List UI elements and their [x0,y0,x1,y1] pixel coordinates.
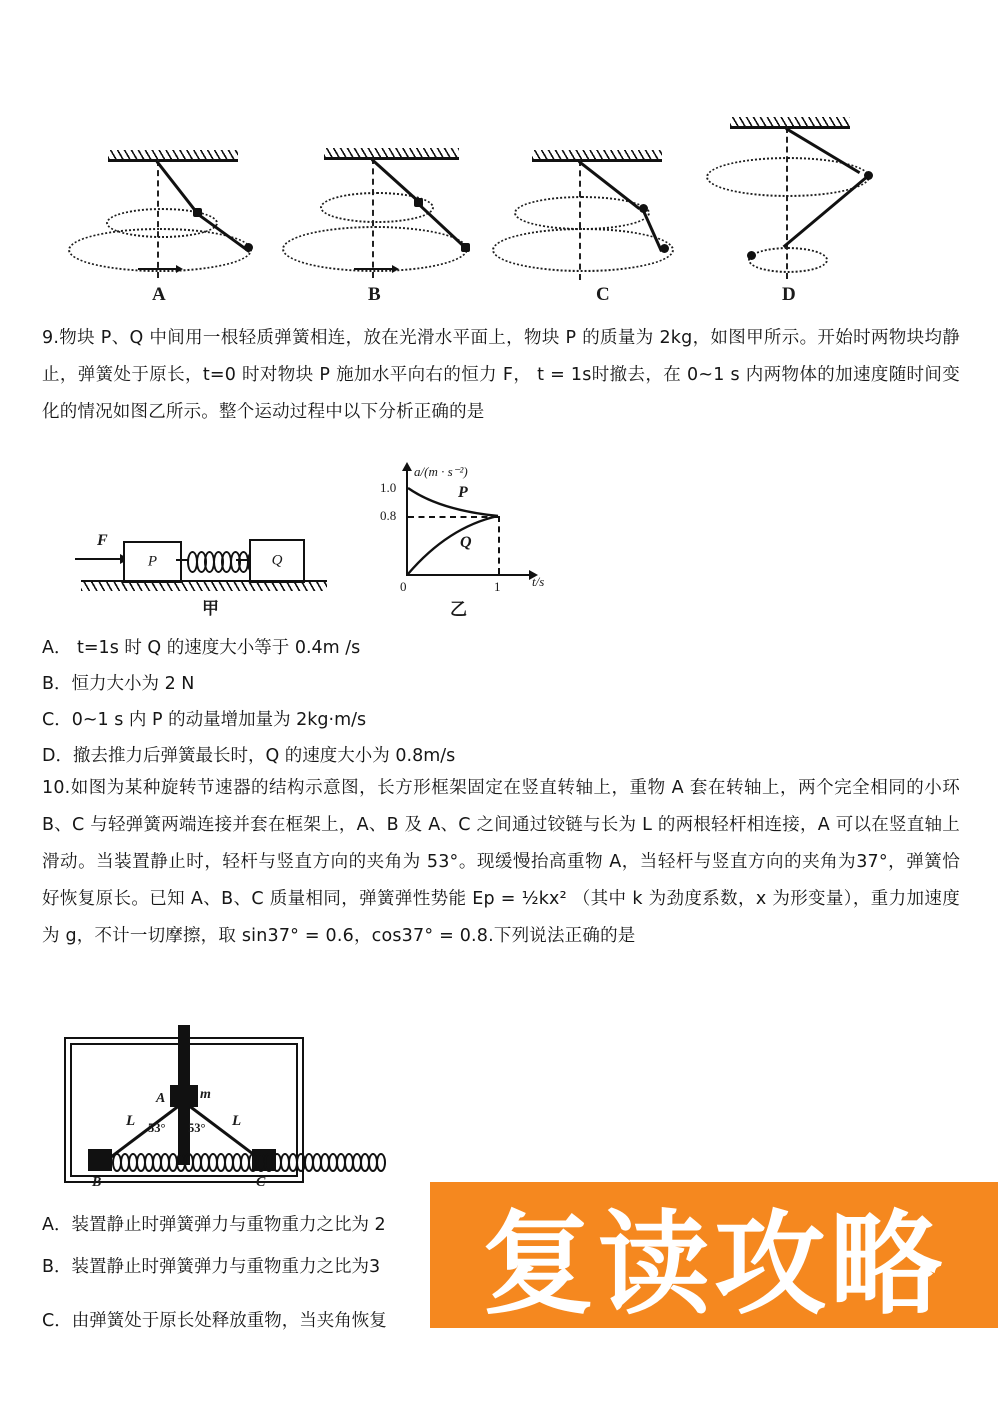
figure-caption-jia: 甲 [202,599,219,619]
ceiling-hatch-d [730,117,850,128]
figure-label-d: D [782,284,796,305]
governor-angle-right: 53° [188,1121,206,1135]
block-q-label: Q [271,552,283,569]
governor-angle-left: 53° [148,1121,166,1135]
bob-lower-c [660,244,669,253]
block-p [123,541,182,583]
bob-lower-d [747,251,756,260]
question-10-option-c: C．由弹簧处于原长处释放重物，当夹角恢复 [42,1311,387,1331]
governor-label-a: A [156,1091,166,1106]
force-arrow-line [75,558,123,560]
chart-ytick-08: 0.8 [380,508,397,523]
question-9-option-b: B．恒力大小为 2 N [42,674,195,694]
governor-spring [112,1153,384,1172]
bob-upper-a [193,208,202,217]
ceiling-hatch-c [532,150,662,161]
governor-label-c: C [256,1175,266,1190]
chart-curve-q [408,516,498,574]
chart-xtick-1: 1 [494,579,501,594]
question-10-text: 10.如图为某种旋转节速器的结构示意图，长方形框架固定在竖直转轴上，重物 A 套在转轴上，两个完全相同的小环 B、C 与轻弹簧两端连接并套在框架上，A、B 及 A、C 之间通过铰链与长为 L 的两根轻杆相连接，A 可以在竖直轴上滑动。当装置静止时，轻杆与竖直方向的夹角为 53°。现缓慢抬高重物 A，当轻杆与竖直方向的夹角为37°，弹簧恰好恢复原长。已知 A、B、C 质量相同，弹簧弹性势能 Ep = ½kx² （其中 k 为劲度系数，x 为形变量），重力加速度为 g，不计一切摩擦，取 sin37° = 0.6，cos37° = 0.8.下列说法正确的是 [42,778,960,946]
chart-ytick-1: 1.0 [380,480,397,495]
question-10-option-a: A．装置静止时弹簧弹力与重物重力之比为 2 [42,1215,386,1235]
orbit-lower-c [492,228,674,272]
chart-series-label-p: P [458,484,468,501]
orbit-lower-b [282,226,468,272]
figure-caption-yi: 乙 [450,600,467,620]
governor-rod-left-label: L [126,1113,136,1129]
rod-upper-a [156,160,198,213]
watermark-text: 复读攻略 [482,1199,946,1330]
figure-yi-chart [380,462,560,620]
governor-rod-right-label: L [232,1113,242,1129]
rotation-arrow-line-a [138,268,178,270]
pendulum-figure-c [492,140,707,290]
question-9-option-d: D．撤去推力后弹簧最长时，Q 的速度大小为 0.8m/s [42,746,456,766]
governor-label-m: m [200,1087,211,1102]
bob-lower-b [461,243,470,252]
bob-upper-d [864,171,873,180]
bob-upper-c [639,204,648,213]
chart-series-label-q: Q [460,534,472,551]
governor-label-b: B [92,1175,102,1190]
rotation-arrow-head-b [392,265,399,273]
ground-hatching [81,582,327,591]
chart-y-axis-label: a/(m · s⁻²) [414,464,468,479]
orbit-upper-b [320,192,434,223]
rotation-arrow-head-a [176,265,183,273]
figure-label-b: B [368,284,381,305]
figure-jia [75,510,355,619]
pendulum-figure-d [700,105,930,290]
force-label-f: F [97,532,108,549]
figure-label-a: A [152,284,166,305]
pendulum-figure-a [60,140,275,290]
pendulum-figure-b [278,140,493,290]
block-q [249,539,305,583]
bob-upper-b [414,198,423,207]
governor-mass-a [170,1085,198,1107]
chart-curve-p [408,488,498,516]
chart-x-axis-label: t/s [532,574,545,589]
question-9-option-c: C．0~1 s 内 P 的动量增加量为 2kg·m/s [42,710,367,730]
watermark-banner [430,1182,998,1328]
orbit-lower-d [748,247,828,273]
block-p-label: P [147,553,158,570]
question-9-text: 9.物块 P、Q 中间用一根轻质弹簧相连，放在光滑水平面上，物块 P 的质量为 2kg，如图甲所示。开始时两物块均静止，弹簧处于原长，t=0 时对物块 P 施加水平向右的恒力 F， t = 1s时撤去，在 0~1 s 内两物体的加速度随时间变化的情况如图乙所示。整个运动过程中以下分析正确的是 [42,328,960,422]
figure-governor [60,1025,310,1200]
spring-wire-right [236,559,250,561]
figure-label-c: C [596,284,610,305]
rotation-arrow-line-b [354,268,394,270]
ceiling-hatch-a [108,150,238,161]
chart-origin-label: 0 [400,579,407,594]
question-9-option-a: A． t=1s 时 Q 的速度大小等于 0.4m /s [42,638,361,658]
bob-lower-a [244,243,253,252]
governor-ring-b [88,1149,112,1171]
ceiling-hatch-b [324,148,459,159]
question-10-option-b: B．装置静止时弹簧弹力与重物重力之比为3 [42,1257,381,1277]
